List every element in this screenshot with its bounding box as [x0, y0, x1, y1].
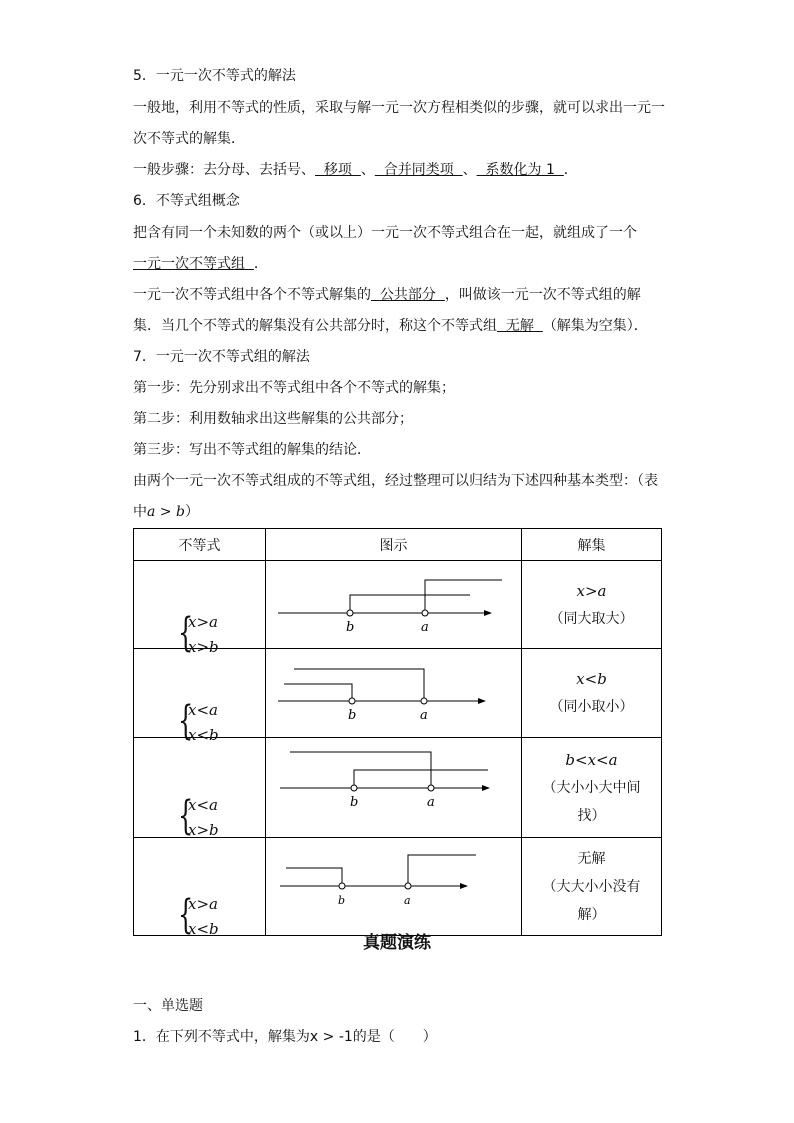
- blank-move-terms: 移项: [315, 162, 361, 178]
- math-a-gt-b: a > b: [147, 504, 185, 520]
- section6-paragraph-line1: 把含有同一个未知数的两个（或以上）一元一次不等式组合在一起，就组成了一个: [133, 225, 637, 241]
- inequality-system-cell: { x>a x<b: [134, 838, 266, 936]
- label-b: b: [346, 620, 355, 635]
- brace-icon: {: [178, 609, 194, 656]
- table-row: [134, 561, 662, 649]
- table-header-row: [134, 529, 662, 561]
- section5-paragraph-line1: 一般地，利用不等式的性质，采取与解一元一次方程相类似的步骤，就可以求出一元一: [133, 100, 665, 116]
- label-a: a: [421, 620, 429, 635]
- separator: 、: [462, 162, 477, 178]
- number-line-diagram-cell: [266, 838, 522, 936]
- number-line-diagram: [266, 649, 522, 733]
- label-a: a: [427, 795, 435, 810]
- number-line-diagram-cell: [266, 738, 522, 838]
- brace-icon: {: [178, 792, 194, 839]
- separator: 、: [360, 162, 375, 178]
- label-b: b: [350, 795, 359, 810]
- inequality-system-cell: { x>a x>b: [134, 561, 266, 649]
- solution-cell: b<x<a （大小小大中间 找）: [522, 738, 662, 838]
- table-row: [134, 838, 662, 936]
- steps-prefix: 一般步骤：去分母、去括号、: [133, 162, 315, 178]
- brace-icon: {: [178, 891, 194, 938]
- solution-cell: x>a （同大取大）: [522, 561, 662, 649]
- blank-common-part: 公共部分: [371, 287, 445, 303]
- table-row: [134, 649, 662, 738]
- blank-no-solution: 无解: [497, 318, 543, 334]
- blank-combine-terms: 合并同类项: [374, 162, 463, 178]
- inequality-types-table: [133, 528, 662, 936]
- label-a: a: [404, 894, 411, 907]
- header-solution: 解集: [522, 529, 662, 561]
- label-a: a: [420, 708, 428, 723]
- section7-paragraph-line2: 中a > b）: [133, 504, 199, 520]
- number-line-diagram: [266, 561, 522, 644]
- section6-heading: 6．不等式组概念: [133, 193, 240, 209]
- section5-heading: 5．一元一次不等式的解法: [133, 68, 296, 84]
- step-two: 第二步：利用数轴求出这些解集的公共部分；: [133, 411, 413, 427]
- brace-icon: {: [178, 698, 194, 744]
- number-line-diagram-cell: [266, 649, 522, 738]
- table-row: [134, 738, 662, 838]
- section6-paragraph-line3: 一元一次不等式组中各个不等式解集的 公共部分 ，叫做该一元一次不等式组的解: [133, 287, 641, 303]
- math-x-gt-minus1: x > -1: [309, 1029, 353, 1045]
- label-b: b: [338, 894, 346, 907]
- step-one: 第一步：先分别求出不等式组中各个不等式的解集；: [133, 380, 455, 396]
- section6-paragraph-line4: 集．当几个不等式的解集没有公共部分时，称这个不等式组 无解 （解集为空集）．: [133, 318, 648, 334]
- question-1: 1．在下列不等式中，解集为x > -1的是（ ）: [133, 1029, 437, 1045]
- label-b: b: [348, 708, 357, 723]
- section5-paragraph-line2: 次不等式的解集．: [133, 131, 245, 147]
- number-line-diagram: [266, 838, 522, 931]
- single-choice-section-heading: 一、单选题: [133, 998, 203, 1014]
- header-inequality: 不等式: [134, 529, 266, 561]
- solution-cell: x<b （同小取小）: [522, 649, 662, 738]
- blank-system-name: 一元一次不等式组: [133, 256, 254, 272]
- section5-steps: [133, 160, 578, 180]
- number-line-diagram: [266, 738, 522, 833]
- solution-cell: 无解 （大大小小没有 解）: [522, 838, 662, 936]
- blank-coefficient: 系数化为 1: [476, 162, 564, 178]
- end-mark: ．: [563, 162, 578, 178]
- inequality-system-cell: { x<a x>b: [134, 738, 266, 838]
- section7-heading: 7．一元一次不等式组的解法: [133, 349, 310, 365]
- section6-paragraph-line2: 一元一次不等式组 ．: [133, 256, 268, 272]
- header-diagram: 图示: [266, 529, 522, 561]
- step-three: 第三步：写出不等式组的解集的结论．: [133, 442, 371, 458]
- section7-paragraph-line1: 由两个一元一次不等式组成的不等式组，经过整理可以归结为下述四种基本类型：（表: [133, 473, 658, 489]
- practice-title: 真题演练: [363, 933, 431, 953]
- number-line-diagram-cell: [266, 561, 522, 649]
- inequality-system-cell: { x<a x<b: [134, 649, 266, 738]
